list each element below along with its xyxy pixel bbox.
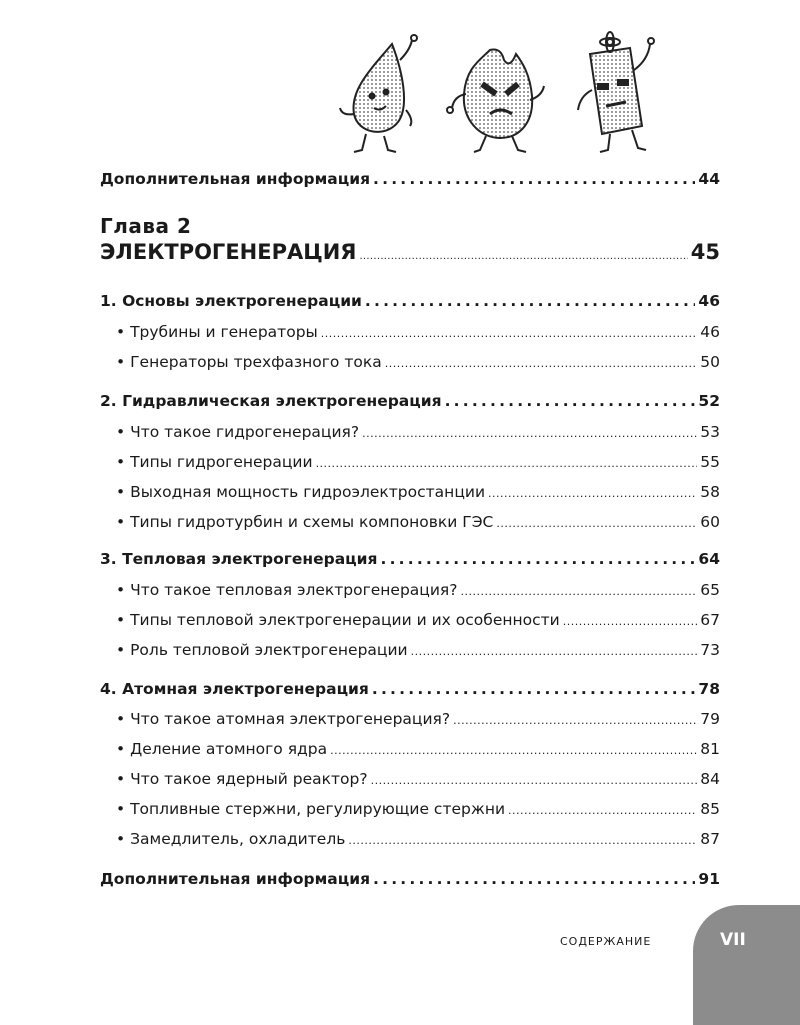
toc-item[interactable] [100, 641, 720, 659]
dot-leader [411, 645, 698, 658]
toc-item[interactable] [100, 710, 720, 728]
toc-item[interactable] [100, 323, 720, 341]
toc-item-page: 50 [700, 353, 720, 371]
toc-section-2[interactable] [100, 392, 720, 410]
toc-item-label: • Что такое гидрогенерация? [116, 423, 360, 441]
toc-item-label: • Генераторы трехфазного тока [116, 353, 382, 371]
dot-leader [380, 550, 695, 568]
dot-leader [348, 834, 697, 847]
toc-item-page: 87 [700, 830, 720, 848]
toc-item-page: 55 [700, 453, 720, 471]
toc-item[interactable] [100, 740, 720, 758]
toc-section-label: 1. Основы электрогенерации [100, 292, 362, 310]
toc-section-page: 78 [698, 680, 720, 698]
toc-item-label: • Что такое тепловая электрогенерация? [116, 581, 458, 599]
toc-item[interactable] [100, 453, 720, 471]
toc-item-label: • Замедлитель, охладитель [116, 830, 346, 848]
atom-mascot-icon [578, 32, 654, 152]
dot-leader [445, 392, 696, 410]
toc-section-page: 52 [698, 392, 720, 410]
page-number-tab [693, 905, 800, 1025]
dot-leader [496, 517, 697, 530]
toc-section-label: 2. Гидравлическая электрогенерация [100, 392, 442, 410]
toc-item[interactable] [100, 800, 720, 818]
toc-entry-chapter-title[interactable] [100, 240, 720, 264]
dot-leader [373, 170, 695, 188]
mascot-illustrations [330, 30, 680, 160]
toc-entry-label: Дополнительная информация [100, 170, 371, 188]
toc-item-page: 67 [700, 611, 720, 629]
dot-leader [563, 615, 698, 628]
dot-leader [488, 487, 697, 500]
dot-leader [330, 744, 697, 757]
toc-item-label: • Трубины и генераторы [116, 323, 318, 341]
chapter-title: ЭЛЕКТРОГЕНЕРАЦИЯ [100, 240, 357, 264]
toc-entry-label: Дополнительная информация [100, 870, 371, 888]
dot-leader [365, 292, 696, 310]
toc-item-page: 60 [700, 513, 720, 531]
toc-entry-additional-info-top[interactable] [100, 170, 720, 188]
chapter-label: Глава 2 [100, 214, 192, 238]
toc-item-label: • Типы гидротурбин и схемы компоновки ГЭС [116, 513, 494, 531]
toc-entry-page: 45 [690, 240, 720, 264]
dot-leader [316, 457, 698, 470]
toc-item-label: • Топливные стержни, регулирующие стержни [116, 800, 506, 818]
toc-item-label: • Деление атомного ядра [116, 740, 328, 758]
dot-leader [373, 870, 695, 888]
toc-entry-additional-info-bottom[interactable] [100, 870, 720, 888]
water-drop-mascot-icon [340, 35, 417, 152]
toc-item-label: • Типы тепловой электрогенерации и их особенности [116, 611, 560, 629]
dot-leader [371, 774, 698, 787]
toc-item-label: • Что такое атомная электрогенерация? [116, 710, 451, 728]
dot-leader [372, 680, 696, 698]
dot-leader [460, 585, 697, 598]
fire-mascot-icon [447, 49, 544, 152]
toc-section-page: 64 [698, 550, 720, 568]
page-number: VII [720, 930, 746, 950]
toc-section-3[interactable] [100, 550, 720, 568]
toc-item[interactable] [100, 423, 720, 441]
toc-item-page: 84 [700, 770, 720, 788]
running-footer-label: СОДЕРЖАНИЕ [560, 935, 652, 948]
toc-item-page: 81 [700, 740, 720, 758]
toc-item[interactable] [100, 611, 720, 629]
toc-item[interactable] [100, 581, 720, 599]
dot-leader [453, 714, 697, 727]
dot-leader [362, 427, 697, 440]
toc-item[interactable] [100, 483, 720, 501]
toc-section-4[interactable] [100, 680, 720, 698]
toc-item-label: • Типы гидрогенерации [116, 453, 313, 471]
toc-entry-page: 44 [698, 170, 720, 188]
toc-section-label: 3. Тепловая электрогенерация [100, 550, 378, 568]
toc-item-page: 85 [700, 800, 720, 818]
dot-leader [321, 327, 697, 340]
toc-section-1[interactable] [100, 292, 720, 310]
toc-section-page: 46 [698, 292, 720, 310]
toc-item[interactable] [100, 513, 720, 531]
toc-item-page: 65 [700, 581, 720, 599]
toc-item-label: • Что такое ядерный реактор? [116, 770, 368, 788]
toc-item-page: 58 [700, 483, 720, 501]
toc-item-page: 79 [700, 710, 720, 728]
dot-leader [385, 357, 698, 370]
dot-leader [508, 804, 697, 817]
toc-section-label: 4. Атомная электрогенерация [100, 680, 369, 698]
toc-item-page: 53 [700, 423, 720, 441]
dot-leader [359, 251, 687, 262]
toc-item-page: 46 [700, 323, 720, 341]
toc-entry-page: 91 [698, 870, 720, 888]
toc-item[interactable] [100, 830, 720, 848]
toc-item[interactable] [100, 770, 720, 788]
toc-item[interactable] [100, 353, 720, 371]
toc-item-label: • Роль тепловой электрогенерации [116, 641, 408, 659]
toc-item-label: • Выходная мощность гидроэлектростанции [116, 483, 486, 501]
toc-item-page: 73 [700, 641, 720, 659]
